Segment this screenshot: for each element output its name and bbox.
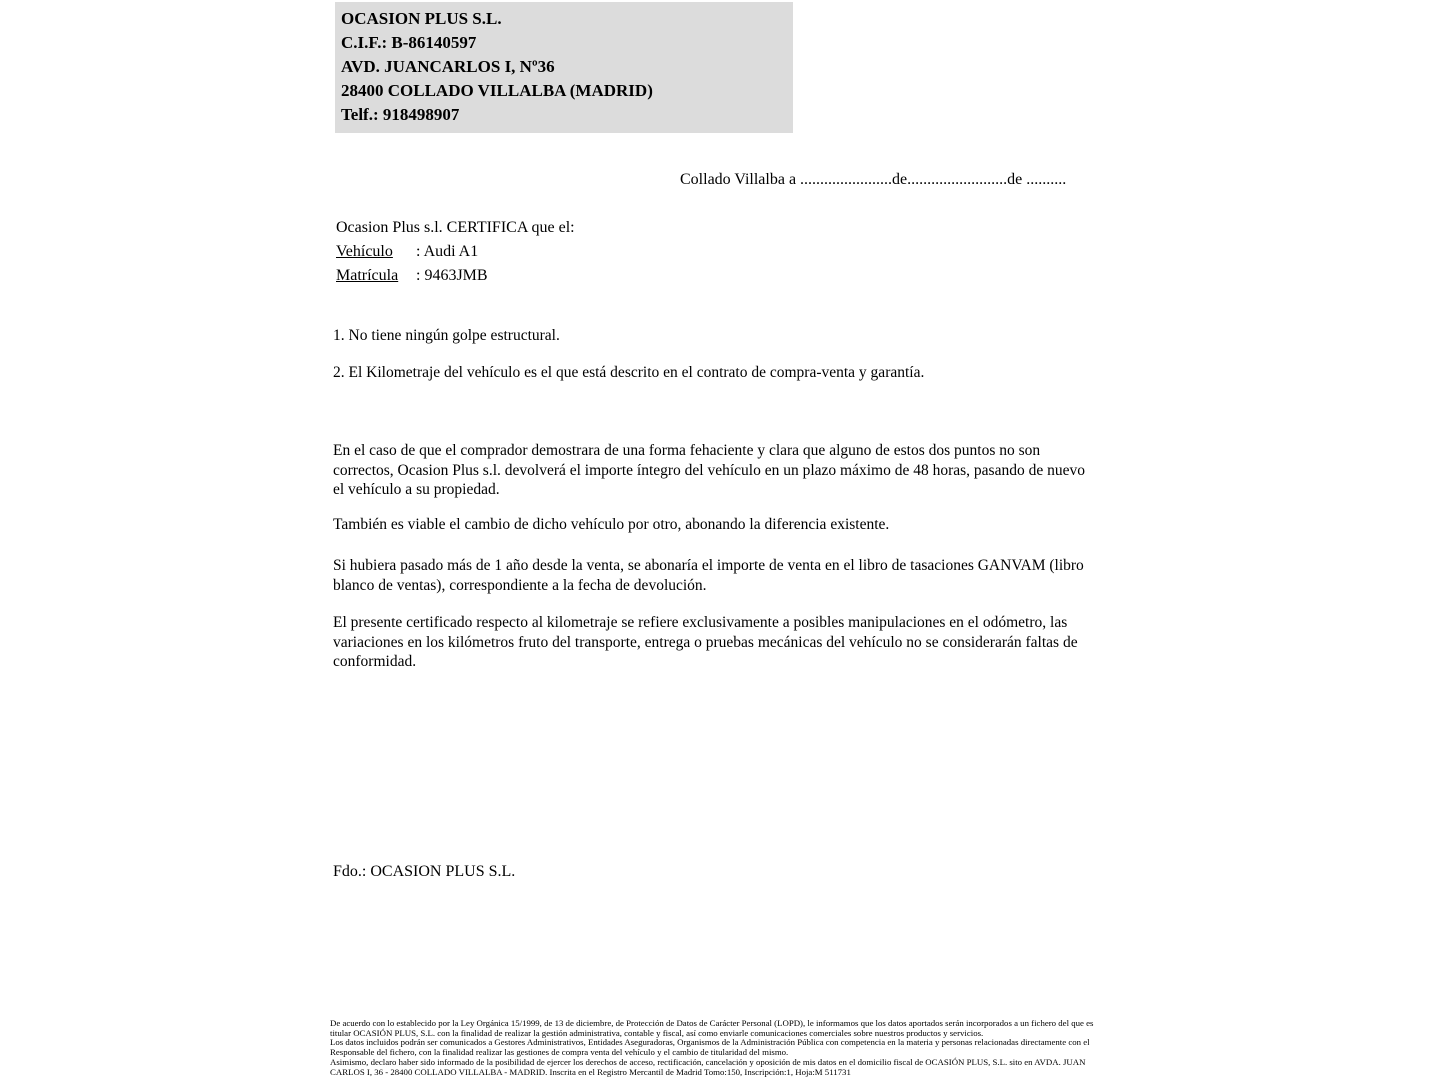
vehicle-value: : Audi A1	[416, 243, 479, 260]
footer-line-data-sharing: Los datos incluidos podrán ser comunicados a Gestores Administrativos, Entidades Aseguradoras, Organismos de la Administración Pública con competencia en la materia y personas relacionadas directamente con el Responsable del fichero, con la finalidad realizar las gestiones de compra venta del vehículo y el cambio de titularidad del mismo.	[330, 1037, 1090, 1058]
certifies-intro: Ocasion Plus s.l. CERTIFICA que el:	[336, 219, 575, 236]
legal-footer	[330, 1019, 1102, 1077]
date-line: Collado Villalba a .......................de.........................de ..........	[680, 171, 1067, 188]
company-cif: C.I.F.: B-86140597	[341, 33, 477, 52]
company-phone: Telf.: 918498907	[341, 105, 460, 124]
paragraph-ganvam: Si hubiera pasado más de 1 año desde la venta, se abonaría el importe de venta en el libro de tasaciones GANVAM (libro blanco de ventas), correspondiente a la fecha de devolución.	[333, 557, 1084, 594]
point-2: 2. El Kilometraje del vehículo es el que está descrito en el contrato de compra-venta y garantía.	[333, 364, 925, 381]
signature-line: Fdo.: OCASION PLUS S.L.	[333, 863, 516, 880]
paragraph-odometer: El presente certificado respecto al kilometraje se refiere exclusivamente a posibles manipulaciones en el odómetro, las variaciones en los kilómetros fruto del transporte, entrega o pruebas mecánicas del vehículo no se considerarán faltas de conformidad.	[333, 614, 1078, 670]
vehicle-label: Vehículo	[336, 243, 393, 260]
vehicle-row	[336, 240, 575, 264]
vehicle-label-cell	[336, 240, 416, 264]
company-address: AVD. JUANCARLOS I, Nº36	[341, 57, 555, 76]
footer-line-rights: Asimismo, declaro haber sido informado de la posibilidad de ejercer los derechos de acceso, rectificación, cancelación y oposición de mis datos en el domicilio fiscal de OCASIÓN PLUS, S.L. sito en AVDA. JUAN CARLOS I, 36 - 28400 COLLADO VILLALBA - MADRID. Inscrita en el Registro Mercantil de Madrid Tomo:150, Inscripción:1, Hoja:M 511731	[330, 1056, 1086, 1077]
point-1: 1. No tiene ningún golpe estructural.	[333, 327, 560, 344]
company-header-box	[335, 2, 793, 133]
paragraph-exchange: También es viable el cambio de dicho vehículo por otro, abonando la diferencia existente.	[333, 516, 890, 533]
plate-label-cell	[336, 264, 416, 288]
paragraph-refund: En el caso de que el comprador demostrara de una forma fehaciente y clara que alguno de estos dos puntos no son correctos, Ocasion Plus s.l. devolverá el importe íntegro del vehículo en un plazo máximo de 48 horas, pasando de nuevo el vehículo a su propiedad.	[333, 442, 1085, 498]
company-name: OCASION PLUS S.L.	[341, 9, 502, 28]
plate-value: : 9463JMB	[416, 267, 488, 284]
certification-block	[336, 216, 575, 288]
plate-label: Matrícula	[336, 267, 399, 284]
footer-line-lopd: De acuerdo con lo establecido por la Ley Orgánica 15/1999, de 13 de diciembre, de Protección de Datos de Carácter Personal (LOPD), le informamos que los datos aportados serán incorporados a un fichero del que es titular OCASIÓN PLUS, S.L. con la finalidad de realizar la gestión administrativa, contable y fiscal, así como enviarle comunicaciones comerciales sobre nuestros productos y servicios.	[330, 1018, 1094, 1038]
plate-row	[336, 264, 575, 288]
company-city: 28400 COLLADO VILLALBA (MADRID)	[341, 81, 653, 100]
